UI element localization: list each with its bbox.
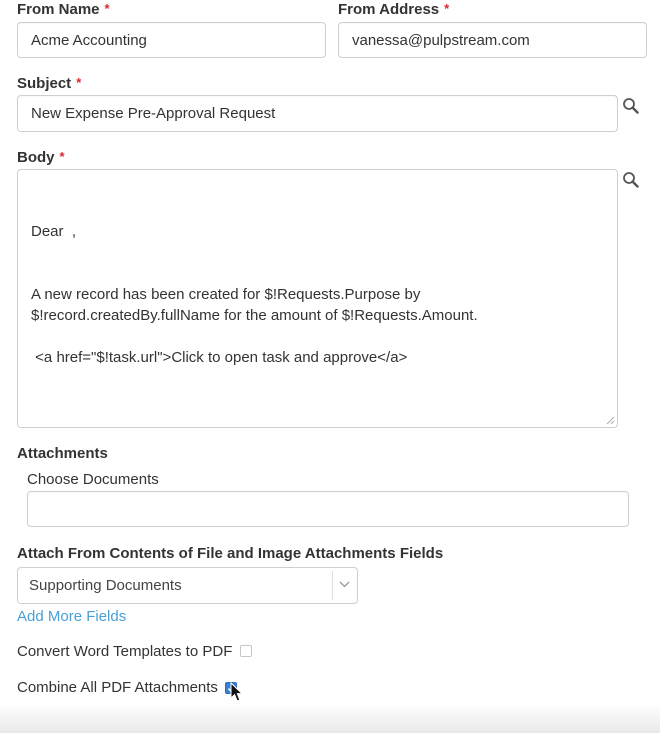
select-divider xyxy=(332,571,333,600)
subject-label-text: Subject xyxy=(17,75,72,92)
from-address-label-text: From Address xyxy=(338,1,440,18)
subject-input[interactable] xyxy=(17,95,618,132)
combine-pdf-label: Combine All PDF Attachments xyxy=(17,679,218,696)
chevron-down-icon[interactable] xyxy=(339,581,350,588)
attachments-label: Attachments xyxy=(17,445,108,462)
choose-documents-input[interactable] xyxy=(27,491,629,527)
resize-handle-icon[interactable] xyxy=(606,416,615,425)
from-address-label xyxy=(338,1,449,18)
attach-from-selected: Supporting Documents xyxy=(29,577,182,594)
from-name-value: Acme Accounting xyxy=(31,31,147,49)
search-icon[interactable] xyxy=(621,170,641,190)
body-textarea[interactable] xyxy=(17,169,618,428)
required-marker: * xyxy=(444,1,450,16)
attach-from-select[interactable] xyxy=(17,567,358,604)
required-marker: * xyxy=(76,75,82,90)
add-more-fields-link[interactable]: Add More Fields xyxy=(17,608,127,625)
from-address-value: vanessa@pulpstream.com xyxy=(352,31,530,49)
from-name-label-text: From Name xyxy=(17,1,100,18)
from-name-input[interactable] xyxy=(17,22,326,58)
subject-label xyxy=(17,75,81,92)
body-label xyxy=(17,149,65,166)
choose-documents-label: Choose Documents xyxy=(27,471,159,488)
required-marker: * xyxy=(59,149,65,164)
body-value: Dear , A new record has been created for $!Requests.Purpose by $!record.createdBy.fullName for the amount of $!Requests.Amount. <a href="$!task.url">Click to open task and approve</a> xyxy=(31,223,478,366)
search-icon[interactable] xyxy=(621,96,641,116)
bottom-shadow xyxy=(0,703,660,733)
mouse-pointer-icon xyxy=(230,682,244,703)
from-address-input[interactable] xyxy=(338,22,647,58)
subject-value: New Expense Pre-Approval Request xyxy=(31,105,276,122)
required-marker: * xyxy=(104,1,110,16)
convert-word-label: Convert Word Templates to PDF xyxy=(17,643,233,660)
convert-word-checkbox[interactable] xyxy=(240,645,252,657)
attach-from-label: Attach From Contents of File and Image Attachments Fields xyxy=(17,545,444,562)
body-label-text: Body xyxy=(17,149,55,166)
from-name-label xyxy=(17,1,110,18)
